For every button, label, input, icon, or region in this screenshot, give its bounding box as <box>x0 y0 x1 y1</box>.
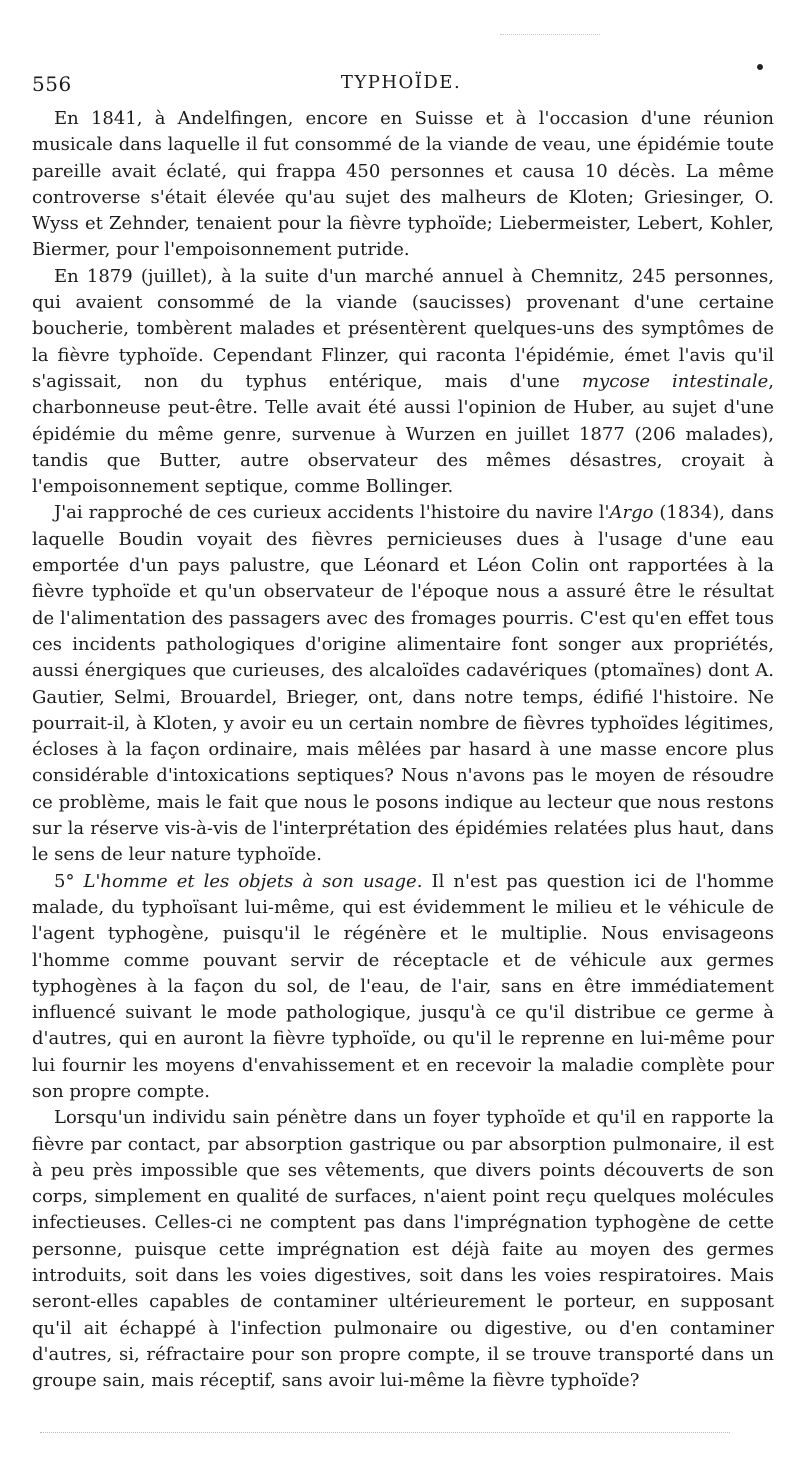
body-text <box>32 106 774 1395</box>
italic-ship-name: Argo <box>609 502 654 524</box>
paragraph-text: J'ai rapproché de ces curieux accidents l'histoire du navire l' <box>54 502 610 524</box>
paragraph-text: , charbonneuse peut-être. Telle avait été aussi l'opinion de Huber, au sujet d'une épidémie du même genre, survenue à Wurzen en juillet 1877 (206 malades), tandis que Butter, autre observateur des mêmes désastres, croyait à l'empoisonnement septique, comme Bollinger. <box>32 370 774 498</box>
paragraph-argo <box>32 500 774 868</box>
paragraph-andelfingen <box>32 106 774 264</box>
italic-term: mycose intestinale <box>581 370 769 392</box>
paragraph-section-5 <box>32 869 774 1106</box>
paragraph-text: (1834), dans laquelle Boudin voyait des fièvres pernicieuses dues à l'usage d'une eau emportée d'un pays palustre, que Léonard et Léon Colin ont rapportées à la fièvre typhoïde et qu'un observateur de l'époque nous a assuré être le résultat de l'alimentation des passagers avec des fromages pourris. C'est qu'en effet tous ces incidents pathologiques d'origine alimentaire font songer aux propriétés, aussi énergiques que curieuses, des alcaloïdes cadavériques (ptomaïnes) dont A. Gautier, Selmi, Brouardel, Brieger, ont, dans notre temps, édifié l'histoire. Ne pourrait-il, à Kloten, y avoir eu un certain nombre de fièvres typhoïdes légitimes, écloses à la façon ordinaire, mais mêlées par hasard à une masse encore plus considérable d'intoxications septiques? Nous n'avons pas le moyen de résoudre ce problème, mais le fait que nous le posons indique au lecteur que nous restons sur la réserve vis-à-vis de l'interprétation des épidémies relatées plus haut, dans le sens de leur nature typhoïde. <box>32 502 775 866</box>
section-heading: L'homme et les objets à son usage. <box>83 870 423 892</box>
ink-speck <box>757 64 763 70</box>
paragraph-text: Il n'est pas question ici de l'homme malade, du typhoïsant lui-même, qui est évidemment le milieu et le véhicule de l'agent typhogène, puisqu'il le régénère et le multiplie. Nous envisageons l'homme comme pouvant servir de réceptacle et de véhicule aux germes typhogènes à la façon du sol, de l'eau, de l'air, sans en être immédiatement influencé suivant le mode pathologique, jusqu'à ce qu'il distribue ce germe à d'autres, qui en auront la fièvre typhoïde, ou qu'il le reprenne en lui-même pour lui fournir les moyens d'envahissement et en recevoir la maladie complète pour son propre compte. <box>32 870 774 1102</box>
running-title: TYPHOÏDE. <box>340 72 462 93</box>
page-number: 556 <box>32 72 72 96</box>
section-number: 5° <box>54 870 84 892</box>
footer-scan-line <box>40 1432 730 1433</box>
paragraph-text: En 1841, à Andelfingen, encore en Suisse et à l'occasion d'une réunion musicale dans laquelle il fut consommé de la viande de veau, une épidémie toute pareille avait éclaté, qui frappa 450 personnes et causa 10 décès. La même controverse s'était élevée qu'au sujet des malheurs de Kloten; Griesinger, O. Wyss et Zehnder, tenaient pour la fièvre typhoïde; Liebermeister, Lebert, Kohler, Biermer, pour l'empoisonnement putride. <box>32 108 774 261</box>
top-scan-marks <box>500 34 600 35</box>
paragraph-individu-sain <box>32 1105 774 1394</box>
paragraph-text: Lorsqu'un individu sain pénètre dans un foyer typhoïde et qu'il en rapporte la fièvre par contact, par absorption gastrique ou par absorption pulmonaire, il est à peu près impossible que ses vêtements, que divers points découverts de son corps, simplement en qualité de surfaces, n'aient point reçu quelques molécules infectieuses. Celles-ci ne comptent pas dans l'imprégnation typhogène de cette personne, puisque cette imprégnation est déjà faite au moyen des germes introduits, soit dans les voies digestives, soit dans les voies respiratoires. Mais seront-elles capables de contaminer ultérieurement le porteur, en supposant qu'il ait échappé à l'infection pulmonaire ou digestive, ou d'en contaminer d'autres, si, réfractaire pour son propre compte, il se trouve transporté dans un groupe sain, mais réceptif, sans avoir lui-même la fièvre typhoïde? <box>32 1107 774 1392</box>
paragraph-chemnitz <box>32 264 774 501</box>
paragraph-text: En 1879 (juillet), à la suite d'un marché annuel à Chemnitz, 245 personnes, qui avaient consommé de la viande (saucisses) provenant d'une certaine boucherie, tombèrent malades et présentèrent quelques-uns des symptômes de la fièvre typhoïde. Cependant Flinzer, qui raconta l'épidémie, émet l'avis qu'il s'agissait, non du typhus entérique, mais d'une <box>32 265 774 392</box>
page-header <box>30 72 772 102</box>
